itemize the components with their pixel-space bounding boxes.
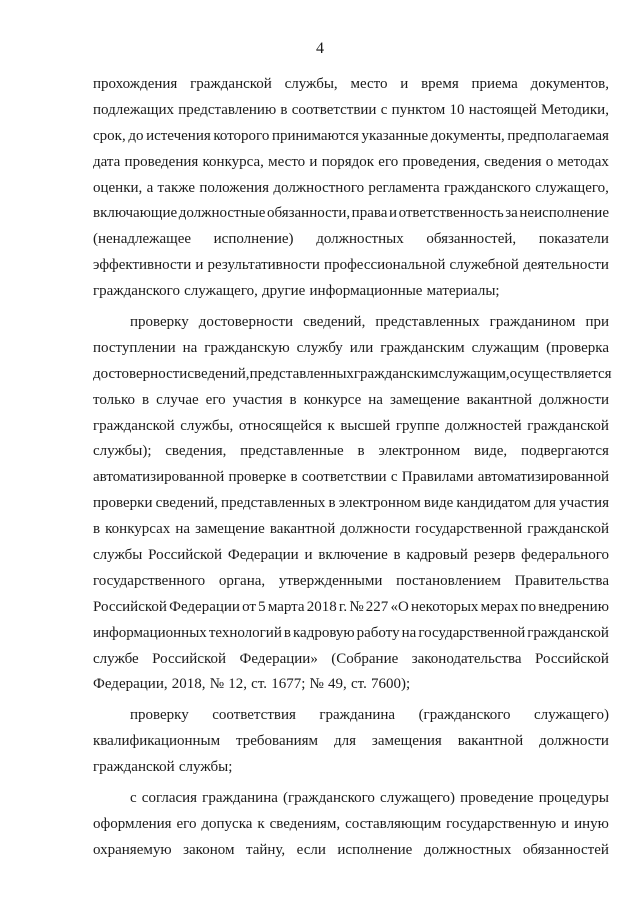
text-line: поступлении на гражданскую службу или гражданским служащим (проверка (93, 339, 609, 356)
text-line: автоматизированной проверке в соответствии с Правилами автоматизированной (93, 469, 609, 486)
text-line: срок, до истечения которого принимаются указанные документы, предполагаемая (93, 127, 609, 144)
text-line: службы); сведения, представленные в электронном виде, подвергаются (93, 443, 609, 460)
text-line: информационных технологий в кадровую работу на государственной гражданской (93, 624, 609, 641)
paragraph (93, 72, 609, 305)
text-line: гражданского служащего, другие информационные материалы; (93, 283, 500, 300)
text-line: с согласия гражданина (гражданского служащего) проведение процедуры (130, 790, 609, 807)
text-line: гражданской службы, относящейся к высшей группе должностей гражданской (93, 417, 609, 434)
text-line: квалификационным требованиям для замещения вакантной должности (93, 733, 609, 750)
text-line: только в случае его участия в конкурсе на замещение вакантной должности (93, 391, 609, 408)
text-line: охраняемую законом тайну, если исполнение должностных обязанностей (93, 841, 609, 858)
document-body (93, 72, 612, 864)
text-line: достоверности сведений, представленных гражданским служащим, осуществляется (93, 365, 612, 382)
paragraph (93, 310, 612, 698)
text-line: подлежащих представлению в соответствии с пунктом 10 настоящей Методики, (93, 101, 609, 118)
text-line: дата проведения конкурса, место и порядок его проведения, сведения о методах (93, 153, 609, 170)
page-number: 4 (316, 40, 324, 57)
text-line: государственного органа, утвержденными постановлением Правительства (93, 572, 609, 589)
paragraph (93, 786, 609, 864)
text-line: эффективности и результативности профессиональной служебной деятельности (93, 257, 609, 274)
text-line: Федерации, 2018, № 12, ст. 1677; № 49, ст. 7600); (93, 676, 411, 693)
text-line: проверку достоверности сведений, представленных гражданином при (130, 314, 609, 331)
text-line: Российской Федерации от 5 марта 2018 г. № 227 «О некоторых мерах по внедрению (93, 598, 609, 615)
text-line: оформления его допуска к сведениям, составляющим государственную и иную (93, 815, 609, 832)
text-line: проверку соответствия гражданина (гражданского служащего) (130, 707, 609, 724)
text-line: оценки, а также положения должностного регламента гражданского служащего, (93, 179, 609, 196)
text-line: проверки сведений, представленных в электронном виде кандидатом для участия (93, 495, 609, 512)
text-line: гражданской службы; (93, 759, 233, 776)
paragraph (93, 703, 609, 781)
text-line: службы Российской Федерации и включение в кадровый резерв федерального (93, 547, 609, 564)
text-line: в конкурсах на замещение вакантной должности государственной гражданской (93, 521, 609, 538)
text-line: (ненадлежащее исполнение) должностных обязанностей, показатели (93, 231, 609, 248)
text-line: включающие должностные обязанности, права и ответственность за неисполнение (93, 205, 609, 222)
text-line: прохождения гражданской службы, место и время приема документов, (93, 76, 609, 92)
text-line: службе Российской Федерации» (Собрание законодательства Российской (93, 650, 609, 667)
